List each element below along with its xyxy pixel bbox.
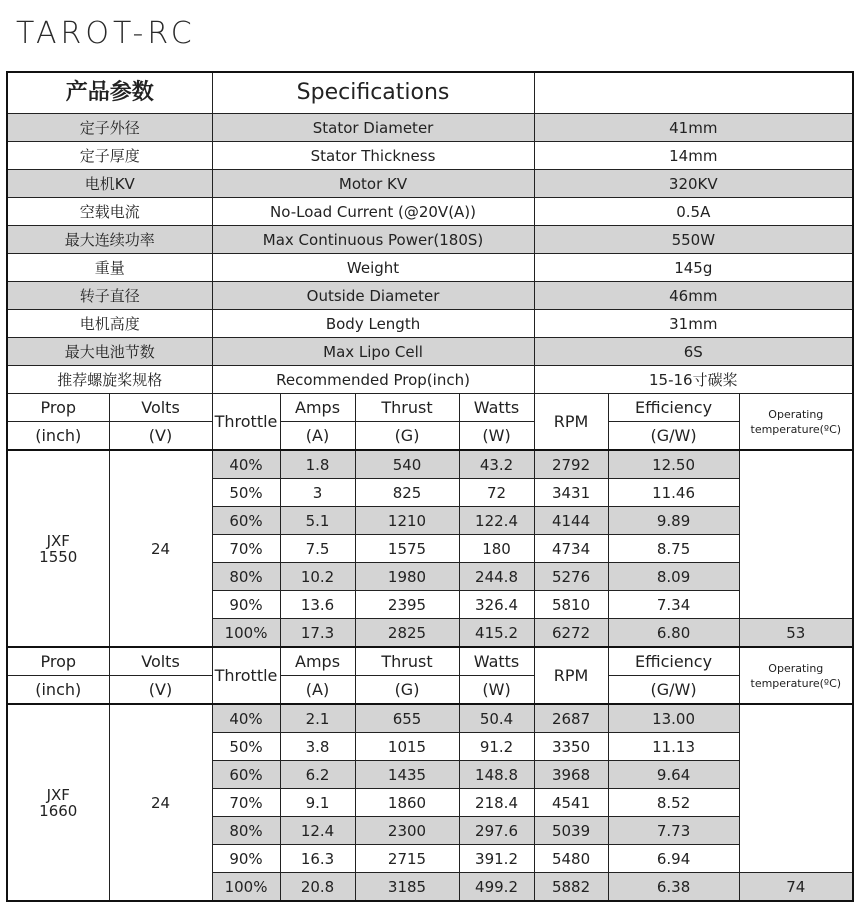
spec-label-en: Max Continuous Power(180S) [212, 226, 534, 254]
spec-row [7, 226, 853, 254]
cell-thrust: 2825 [355, 619, 459, 648]
cell-watts: 43.2 [459, 450, 534, 479]
prop-name [7, 450, 109, 647]
cell-rpm: 4734 [534, 535, 608, 563]
spec-label-en: Stator Diameter [212, 114, 534, 142]
spec-label-en: Recommended Prop(inch) [212, 366, 534, 394]
cell-efficiency: 6.94 [608, 845, 739, 873]
cell-rpm: 6272 [534, 619, 608, 648]
cell-amps: 17.3 [280, 619, 355, 648]
temp-blank [739, 704, 853, 873]
cell-efficiency: 7.34 [608, 591, 739, 619]
cell-amps: 5.1 [280, 507, 355, 535]
spec-label-en: No-Load Current (@20V(A)) [212, 198, 534, 226]
perf-header-row [7, 647, 853, 676]
unit-prop: (inch) [7, 676, 109, 705]
spec-value: 46mm [534, 282, 853, 310]
header-amps: Amps [280, 394, 355, 422]
cell-throttle: 60% [212, 761, 280, 789]
spec-value: 15-16寸碳桨 [534, 366, 853, 394]
cell-amps: 7.5 [280, 535, 355, 563]
cell-amps: 3 [280, 479, 355, 507]
header-rpm: RPM [534, 647, 608, 704]
spec-label-cn: 电机高度 [7, 310, 212, 338]
cell-watts: 148.8 [459, 761, 534, 789]
spec-row [7, 142, 853, 170]
prop-name-line2: 1660 [39, 801, 78, 820]
cell-amps: 12.4 [280, 817, 355, 845]
cell-amps: 1.8 [280, 450, 355, 479]
spec-value: 320KV [534, 170, 853, 198]
cell-temp: 74 [739, 873, 853, 902]
cell-efficiency: 6.38 [608, 873, 739, 902]
cell-watts: 499.2 [459, 873, 534, 902]
cell-thrust: 3185 [355, 873, 459, 902]
spec-row [7, 254, 853, 282]
cell-amps: 16.3 [280, 845, 355, 873]
prop-name-line2: 1550 [39, 547, 78, 566]
header-thrust: Thrust [355, 647, 459, 676]
spec-label-cn: 空载电流 [7, 198, 212, 226]
cell-watts: 326.4 [459, 591, 534, 619]
cell-amps: 20.8 [280, 873, 355, 902]
cell-thrust: 2300 [355, 817, 459, 845]
perf-data-row [7, 450, 853, 479]
unit-watts: (W) [459, 422, 534, 451]
cell-rpm: 4541 [534, 789, 608, 817]
cell-efficiency: 11.13 [608, 733, 739, 761]
spec-row [7, 114, 853, 142]
spec-label-cn: 定子厚度 [7, 142, 212, 170]
cell-throttle: 90% [212, 591, 280, 619]
prop-name-line1: JXF [46, 785, 70, 804]
spec-value: 41mm [534, 114, 853, 142]
cell-thrust: 1860 [355, 789, 459, 817]
spec-label-cn: 转子直径 [7, 282, 212, 310]
header-amps: Amps [280, 647, 355, 676]
header-prop: Prop [7, 394, 109, 422]
cell-thrust: 2395 [355, 591, 459, 619]
cell-watts: 415.2 [459, 619, 534, 648]
cell-rpm: 2687 [534, 704, 608, 733]
spec-row [7, 310, 853, 338]
cell-throttle: 60% [212, 507, 280, 535]
cell-temp: 53 [739, 619, 853, 648]
header-volts: Volts [109, 394, 212, 422]
cell-amps: 3.8 [280, 733, 355, 761]
cell-rpm: 5882 [534, 873, 608, 902]
unit-prop: (inch) [7, 422, 109, 451]
cell-thrust: 1980 [355, 563, 459, 591]
cell-rpm: 5480 [534, 845, 608, 873]
spec-label-cn: 重量 [7, 254, 212, 282]
cell-rpm: 4144 [534, 507, 608, 535]
cell-thrust: 655 [355, 704, 459, 733]
header-volts: Volts [109, 647, 212, 676]
cell-amps: 9.1 [280, 789, 355, 817]
cell-throttle: 90% [212, 845, 280, 873]
spec-label-cn: 定子外径 [7, 114, 212, 142]
spec-header-row [7, 72, 853, 114]
unit-efficiency: (G/W) [608, 676, 739, 705]
cell-efficiency: 9.89 [608, 507, 739, 535]
unit-amps: (A) [280, 422, 355, 451]
cell-watts: 218.4 [459, 789, 534, 817]
spec-label-cn: 最大电池节数 [7, 338, 212, 366]
unit-volts: (V) [109, 676, 212, 705]
spec-value: 145g [534, 254, 853, 282]
header-throttle: Throttle [212, 394, 280, 451]
cell-throttle: 70% [212, 789, 280, 817]
unit-thrust: (G) [355, 422, 459, 451]
spec-row [7, 366, 853, 394]
cell-watts: 180 [459, 535, 534, 563]
cell-watts: 391.2 [459, 845, 534, 873]
cell-throttle: 40% [212, 704, 280, 733]
cell-efficiency: 6.80 [608, 619, 739, 648]
cell-thrust: 1210 [355, 507, 459, 535]
header-throttle: Throttle [212, 647, 280, 704]
cell-watts: 50.4 [459, 704, 534, 733]
cell-watts: 72 [459, 479, 534, 507]
spec-label-en: Body Length [212, 310, 534, 338]
cell-rpm: 5810 [534, 591, 608, 619]
cell-rpm: 5276 [534, 563, 608, 591]
spec-row [7, 170, 853, 198]
spec-row [7, 198, 853, 226]
cell-throttle: 40% [212, 450, 280, 479]
cell-throttle: 70% [212, 535, 280, 563]
cell-throttle: 80% [212, 563, 280, 591]
header-efficiency: Efficiency [608, 394, 739, 422]
perf-unit-row [7, 676, 853, 705]
cell-thrust: 1435 [355, 761, 459, 789]
perf-unit-row [7, 422, 853, 451]
spec-label-en: Weight [212, 254, 534, 282]
cell-throttle: 100% [212, 873, 280, 902]
cell-watts: 122.4 [459, 507, 534, 535]
spec-label-en: Outside Diameter [212, 282, 534, 310]
cell-thrust: 1575 [355, 535, 459, 563]
header-prop: Prop [7, 647, 109, 676]
cell-watts: 297.6 [459, 817, 534, 845]
cell-throttle: 100% [212, 619, 280, 648]
cell-efficiency: 12.50 [608, 450, 739, 479]
spec-value: 14mm [534, 142, 853, 170]
cell-amps: 6.2 [280, 761, 355, 789]
spec-table-body [7, 72, 853, 901]
prop-volts: 24 [109, 450, 212, 647]
cell-rpm: 5039 [534, 817, 608, 845]
prop-volts: 24 [109, 704, 212, 901]
cell-efficiency: 7.73 [608, 817, 739, 845]
cell-watts: 91.2 [459, 733, 534, 761]
perf-data-row [7, 704, 853, 733]
cell-efficiency: 9.64 [608, 761, 739, 789]
prop-name [7, 704, 109, 901]
spec-row [7, 282, 853, 310]
header-temp: Operating temperature(ºC) [739, 647, 853, 704]
cell-amps: 10.2 [280, 563, 355, 591]
cell-thrust: 825 [355, 479, 459, 507]
cell-rpm: 3968 [534, 761, 608, 789]
spec-label-en: Stator Thickness [212, 142, 534, 170]
header-temp: Operating temperature(ºC) [739, 394, 853, 451]
cell-thrust: 540 [355, 450, 459, 479]
header-thrust: Thrust [355, 394, 459, 422]
spec-header-cn: 产品参数 [7, 72, 212, 114]
spec-header-en: Specifications [212, 72, 534, 114]
cell-throttle: 80% [212, 817, 280, 845]
spec-table [6, 71, 854, 902]
unit-amps: (A) [280, 676, 355, 705]
header-watts: Watts [459, 647, 534, 676]
cell-rpm: 3431 [534, 479, 608, 507]
cell-thrust: 1015 [355, 733, 459, 761]
spec-label-en: Motor KV [212, 170, 534, 198]
perf-header-row [7, 394, 853, 422]
spec-value: 0.5A [534, 198, 853, 226]
spec-label-en: Max Lipo Cell [212, 338, 534, 366]
brand-logo: TAROT-RC [16, 16, 196, 51]
cell-throttle: 50% [212, 733, 280, 761]
cell-watts: 244.8 [459, 563, 534, 591]
spec-value: 550W [534, 226, 853, 254]
cell-efficiency: 8.09 [608, 563, 739, 591]
header-rpm: RPM [534, 394, 608, 451]
header-efficiency: Efficiency [608, 647, 739, 676]
cell-rpm: 3350 [534, 733, 608, 761]
cell-amps: 2.1 [280, 704, 355, 733]
header-watts: Watts [459, 394, 534, 422]
unit-volts: (V) [109, 422, 212, 451]
cell-thrust: 2715 [355, 845, 459, 873]
cell-efficiency: 8.75 [608, 535, 739, 563]
cell-throttle: 50% [212, 479, 280, 507]
cell-efficiency: 8.52 [608, 789, 739, 817]
cell-amps: 13.6 [280, 591, 355, 619]
spec-value: 6S [534, 338, 853, 366]
spec-value: 31mm [534, 310, 853, 338]
spec-label-cn: 推荐螺旋桨规格 [7, 366, 212, 394]
prop-name-line1: JXF [46, 531, 70, 550]
unit-watts: (W) [459, 676, 534, 705]
cell-efficiency: 11.46 [608, 479, 739, 507]
spec-row [7, 338, 853, 366]
spec-label-cn: 最大连续功率 [7, 226, 212, 254]
spec-label-cn: 电机KV [7, 170, 212, 198]
cell-rpm: 2792 [534, 450, 608, 479]
temp-blank [739, 450, 853, 619]
unit-efficiency: (G/W) [608, 422, 739, 451]
spec-header-value [534, 72, 853, 114]
unit-thrust: (G) [355, 676, 459, 705]
cell-efficiency: 13.00 [608, 704, 739, 733]
